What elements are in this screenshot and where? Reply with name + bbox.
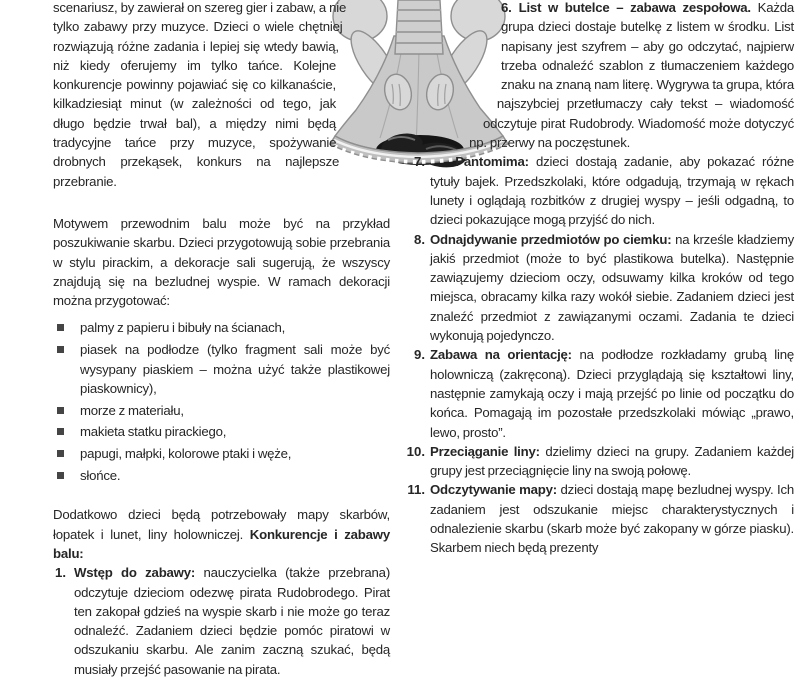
list-item — [53, 340, 390, 398]
item-text: na krześle kładziemy jakiś przedmiot (może to być plastikowa butelka). Następnie zawiązujemy dzieciom oczy, odsuwamy kilka kroków od tego miejsca, obracamy kilka razy wokół siebie. Zadaniem dzieci jest znaleźć przedmiot z zawiązanymi oczami. Zadania te dzieci wykonują pojedynczo. — [430, 231, 795, 344]
bullet-square-icon — [57, 428, 64, 435]
item-number: 1. — [55, 565, 66, 581]
item-number: 6. — [501, 0, 512, 15]
item-title: Pantomima: — [455, 154, 529, 170]
paragraph-ball-scenario — [53, 0, 390, 191]
item-number: 11. — [407, 482, 425, 498]
paragraph-materials-intro — [53, 505, 390, 563]
item-title: Przeciąganie liny: — [430, 443, 540, 459]
list-item — [53, 318, 390, 337]
item-text: nauczycielka (także przebrana) odczytuje dzieciom odezwę pirata Rudobrodego. Pirat ten zakopał gdzieś na wyspie skarb i nie może go teraz odnaleźć. Zadaniem dzieci będzie pomóc piratowi w odszukaniu skarbu. Ale zanim zaczną szukać, będą musiały przejść pasowanie na pirata. — [74, 565, 391, 677]
numbered-item-11 — [405, 480, 794, 557]
numbered-item-10 — [405, 442, 794, 481]
item-number: 9. — [414, 347, 425, 363]
item-title: Odczytywanie mapy: — [430, 482, 557, 498]
item-text: dzieci dostają zadanie, aby pokazać różne tytuły bajek. Przedszkolaki, które odgadują, trzymają w rękach lunety i oglądają rozbitków z drugiej wyspy – jeśli odgadną, to dzieci pokazujące mogą przyjść do nich. — [430, 154, 795, 228]
decoration-bullet-list — [53, 318, 390, 485]
numbered-item-7 — [405, 152, 794, 229]
item-text: Każda grupa dzieci dostaje butelkę z listem w środku. List napisany jest szyfrem – aby go odczytać, najpierw trzeba odnaleźć szablon z tłumaczeniem każdego znaku na znaną nam literę. Wygrywa ta grupa, która najszybciej przetłumaczy cały tekst – wiadomość odczytuje pirat Rudobrody. Wiadomość może dotyczyć np. przerwy na poczęstunek. — [469, 0, 795, 151]
item-text: dzielimy dzieci na grupy. Zadaniem każdej grupy jest przeciągnięcie liny na swoją połowę. — [430, 443, 794, 479]
paragraph-ball-scenario-text: scenariusz, by zawierał on szereg gier i zabaw, a nie tylko zabawy przy muzyce. Dzieci o wiele chętniej rozwiązują różne zadania i lepiej się wtedy bawią, niż kiedy oferujemy im tylko tańce. Kolejne konkurencje powinny pojawiać się co kilkanaście, kilkadziesiąt minut (w zależności od tego, jak długo będzie trwał bal), a między nimi będą tradycyjne tańce przy muzyce, spożywanie drobnych przekąsek, konkurs na najlepsze przebranie. — [53, 0, 347, 189]
bullet-square-icon — [57, 324, 64, 331]
item-title: List w butelce – zabawa zespołowa. — [518, 0, 751, 15]
paragraph-materials-text: Dodatkowo dzieci będą potrzebowały mapy skarbów, łopatek i lunet, liny holowniczej. — [53, 507, 390, 542]
item-title: Odnajdywanie przedmiotów po ciemku: — [430, 231, 672, 247]
item-number: 7. — [414, 154, 425, 170]
item-number: 8. — [414, 231, 425, 247]
paragraph-treasure-theme-text: Motywem przewodnim balu może być na przykład poszukiwanie skarbu. Dzieci przygotowują sobie przebrania w stylu pirackim, a dekoracje sali sugerują, że wszyscy znajdują się na bezludnej wyspie. W ramach dekoracji można przygotować: — [53, 215, 390, 309]
numbered-item-1 — [53, 563, 390, 679]
numbered-item-9 — [405, 345, 794, 441]
bullet-text: palmy z papieru i bibuły na ścianach, — [80, 320, 286, 336]
bullet-square-icon — [57, 472, 64, 479]
figure-wrap-spacer-left-column — [336, 0, 390, 170]
paragraph-treasure-theme — [53, 214, 390, 310]
figure-wrap-spacer-right-column — [405, 0, 501, 156]
list-item — [53, 401, 390, 420]
numbered-item-8 — [405, 230, 794, 346]
list-item — [53, 444, 390, 463]
bullet-text: papugi, małpki, kolorowe ptaki i węże, — [80, 446, 292, 462]
item-text: dzieci dostają mapę bezludnej wyspy. Ich zadaniem jest odszukanie miejsc charakterystycznych i odnalezienie skarbu (skarb może być zakopany w górze piasku). Skarbem niech będą prezenty — [430, 482, 794, 556]
bullet-square-icon — [57, 346, 64, 353]
list-item — [53, 422, 390, 441]
competitions-heading-inline: Konkurencje i zabawy balu: — [53, 526, 390, 561]
list-item — [53, 466, 390, 485]
item-title: Zabawa na orientację: — [430, 347, 572, 363]
item-title: Wstęp do zabawy: — [74, 565, 196, 581]
bullet-square-icon — [57, 450, 64, 457]
right-text-column — [405, 0, 794, 558]
item-number: 10. — [406, 443, 425, 459]
bullet-text: słońce. — [80, 468, 121, 484]
bullet-square-icon — [57, 407, 64, 414]
left-text-column — [53, 0, 390, 679]
item-text: na podłodze rozkładamy grubą linę holowniczą (zakręconą). Dzieci przyglądają się kształtowi liny, następnie zamykają oczy i mają przejść po linie od początku do końca. Pomagają im pozostałe przedszkolaki mówiąc „prawo, lewo, prosto”. — [430, 347, 794, 440]
bullet-text: piasek na podłodze (tylko fragment sali może być wysypany piaskiem – można użyć także plastikowej piaskownicy), — [80, 342, 390, 396]
numbered-item-6 — [405, 0, 794, 152]
bullet-text: morze z materiału, — [80, 402, 184, 418]
bullet-text: makieta statku pirackiego, — [80, 424, 227, 440]
